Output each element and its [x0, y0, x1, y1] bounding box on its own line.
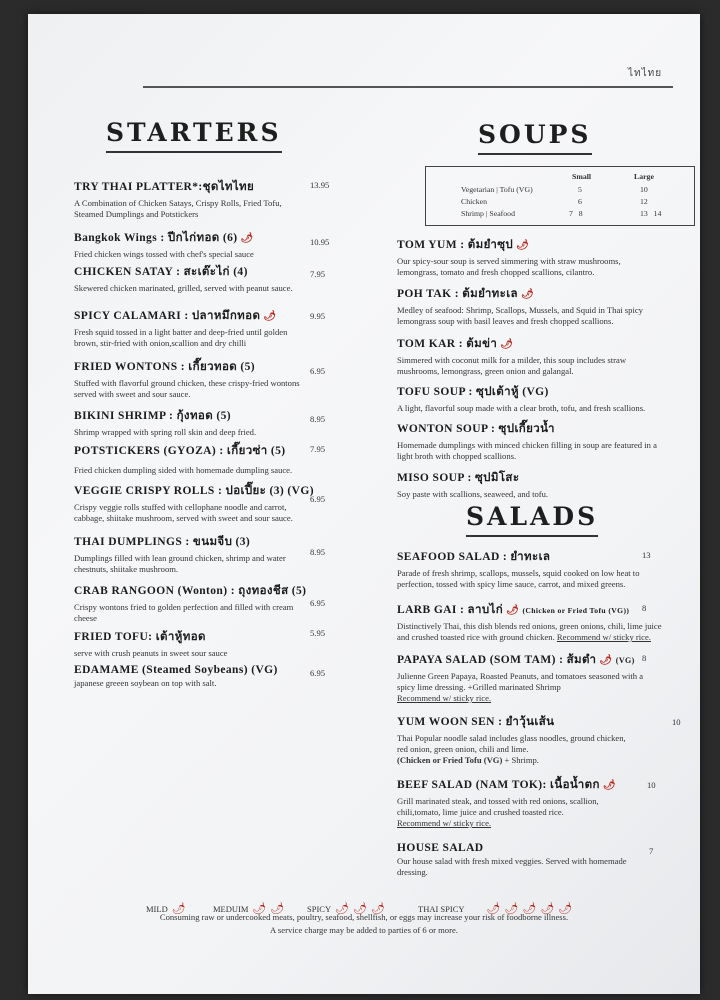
starter-item: FRIED WONTONS : เกี๊ยวทอด (5) Stuffed with flavorful ground chicken, these crispy-fried wontons served with sweet and sour sauce. 6.95 [74, 361, 326, 399]
spice-level-thai-spicy: THAI SPICY 🌶 🌶 🌶 🌶 🌶 [418, 903, 573, 915]
salad-item: BEEF SALAD (NAM TOK): เนื้อน้ำตก 🌶 Grill marinated steak, and tossed with red onions, scallion, chili,tomato, lime juice and crushed toasted rice. Recommend w/ sticky rice. 10 [397, 779, 656, 828]
starter-item: FRIED TOFU: เต้าหู้ทอด serve with crush peanuts in sweet sour sauce 5.95 [74, 628, 326, 658]
soup-item: MISO SOUP : ซุปมิโสะ Soy paste with scallions, seaweed, and tofu. [397, 472, 549, 499]
soup-item: TOM YUM : ต้มยำซุป 🌶 Our spicy-sour soup is served simmering with straw mushrooms, lemongrass, tomato and fresh chopped scallions, cilantro. [397, 239, 621, 277]
chili-icon: 🌶 [602, 780, 616, 791]
starter-item: CHICKEN SATAY : สะเต๊ะไก่ (4) Skewered chicken marinated, grilled, served with peanut sauce. 7.95 [74, 266, 326, 293]
service-charge-notice: A service charge may be added to parties of 6 or more. [270, 925, 458, 935]
salad-item: SEAFOOD SALAD : ยำทะเล Parade of fresh shrimp, scallops, mussels, squid cooked on low heat to perfection, tossed with spicy lime sauce, carrot, and mixed greens. 13 [397, 550, 651, 589]
chili-icon: 🌶 [506, 605, 520, 616]
starter-item: EDAMAME (Steamed Soybeans) (VG) japanese greeen soybean on top with salt. 6.95 [74, 664, 326, 688]
spice-level-medium: MEDUIM 🌶 🌶 [213, 903, 285, 915]
soup-item: POH TAK : ต้มยำทะเล 🌶 Medley of seafood: Shrimp, Scallops, Mussels, and Squid in Thai spicy lemongrass soup with basil leaves and fresh chopped scallions. [397, 288, 643, 326]
starter-item: THAI DUMPLINGS : ขนมจีบ (3) Dumplings filled with lean ground chicken, shrimp and water chestnuts, shiitake mushroom. 8.95 [74, 536, 326, 574]
starters-heading: STARTERS [106, 118, 282, 147]
top-rule [143, 86, 673, 88]
soup-item: WONTON SOUP : ซุปเกี๊ยวน้ำ Homemade dumplings with minced chicken filling in soup are featured in a light broth with chopped scallions. [397, 423, 657, 461]
salads-heading: SALADS [466, 502, 598, 531]
spice-level-spicy: SPICY 🌶 🌶 🌶 [307, 903, 385, 915]
brand-name: ไทไทย [628, 68, 663, 79]
chili-icon: 🌶 [516, 240, 530, 251]
chili-icon: 🌶 [371, 903, 385, 915]
spice-level-mild: MILD 🌶 [146, 903, 186, 915]
starter-item: Bangkok Wings : ปีกไก่ทอด (6) 🌶 Fried chicken wings tossed with chef's special sauce 10.95 [74, 232, 330, 259]
soup-item: TOFU SOUP : ซุปเต้าหู้ (VG) A light, flavorful soup made with a clear broth, tofu, and fresh scallions. [397, 386, 646, 413]
starter-item: TRY THAI PLATTER*:ชุดไทไทย A Combination of Chicken Satays, Crispy Rolls, Fried Tofu, Steamed Dumplings and Potstickers 13.95 [74, 180, 330, 219]
soups-heading: SOUPS [478, 120, 592, 149]
starter-item: CRAB RANGOON (Wonton) : ถุงทองชีส (5) Crispy wontons fried to golden perfection and filled with cream cheese 6.95 [74, 585, 326, 623]
chili-icon: 🌶 [171, 903, 186, 915]
soup-item: TOM KAR : ต้มข่า 🌶 Simmered with coconut milk for a milder, this soup includes straw mushrooms, lemongrass, green onion and galangal. [397, 338, 627, 376]
chili-icon: 🌶 [521, 289, 535, 300]
chili-icon: 🌶 [558, 903, 573, 915]
chili-icon: 🌶 [522, 903, 537, 915]
salad-item: LARB GAI : ลาบไก่ 🌶 (Chicken or Fried Tofu (VG)) Distinctively Thai, this dish blends red onions, green onions, chili, lime juice and crushed toasted rice with ground chicken. Recommend w/ sticky rice. 8 [397, 603, 662, 642]
soup-price-table: Small Large Vegetarian | Tofu (VG) 5 10 Chicken 6 12 Shrimp | Seafood 7 8 13 14 [425, 166, 695, 226]
salad-item: PAPAYA SALAD (SOM TAM) : ส้มตำ 🌶 (VG) Julienne Green Papaya, Roasted Peanuts, and tomatoes seasoned with a spicy lime dressing. +Grilled marinated Shrimp Recommend w/ sticky rice. 8 [397, 653, 647, 703]
chili-icon: 🌶 [240, 233, 254, 244]
chili-icon: 🌶 [335, 903, 350, 915]
food-safety-notice: Consuming raw or undercooked meats, poultry, seafood, shellfish, or eggs may increase your risk of foodborne illness. [159, 912, 569, 922]
salad-item: YUM WOON SEN : ยำวุ้นเส้น Thai Popular noodle salad includes glass noodles, ground chicken, red onion, green onion, chili and lime. (Chicken or Fried Tofu (VG) + Shrimp. 10 [397, 716, 681, 765]
menu-page [28, 14, 700, 994]
chili-icon: 🌶 [540, 903, 555, 915]
chili-icon: 🌶 [500, 339, 514, 350]
starter-item: SPICY CALAMARI : ปลาหมึกทอด 🌶 Fresh squid tossed in a light batter and deep-fried until golden brown, stir-fried with onion,scallion and dry chilli 9.95 [74, 310, 326, 348]
chili-icon: 🌶 [263, 311, 277, 322]
chili-icon: 🌶 [486, 903, 501, 915]
chili-icon: 🌶 [252, 903, 267, 915]
chili-icon: 🌶 [353, 903, 368, 915]
chili-icon: 🌶 [599, 655, 613, 666]
chili-icon: 🌶 [270, 903, 285, 915]
starter-item: VEGGIE CRISPY ROLLS : ปอเปี๊ยะ (3) (VG) Crispy veggie rolls stuffed with cellophane noodle and carrot, cabbage, shiitake mushroom, served with sweet and sour sauce. 6.95 [74, 485, 326, 523]
chili-icon: 🌶 [504, 903, 519, 915]
salad-item: HOUSE SALAD Our house salad with fresh mixed veggies. Served with homemade dressing. 7 [397, 842, 654, 877]
starter-item: BIKINI SHRIMP : กุ้งทอด (5) Shrimp wrapped with spring roll skin and deep fried. 8.95 [74, 410, 326, 437]
starter-item: POTSTICKERS (GYOZA) : เกี๊ยวซ่า (5) Fried chicken dumpling sided with homemade dumpling sauce. 7.95 [74, 444, 326, 475]
